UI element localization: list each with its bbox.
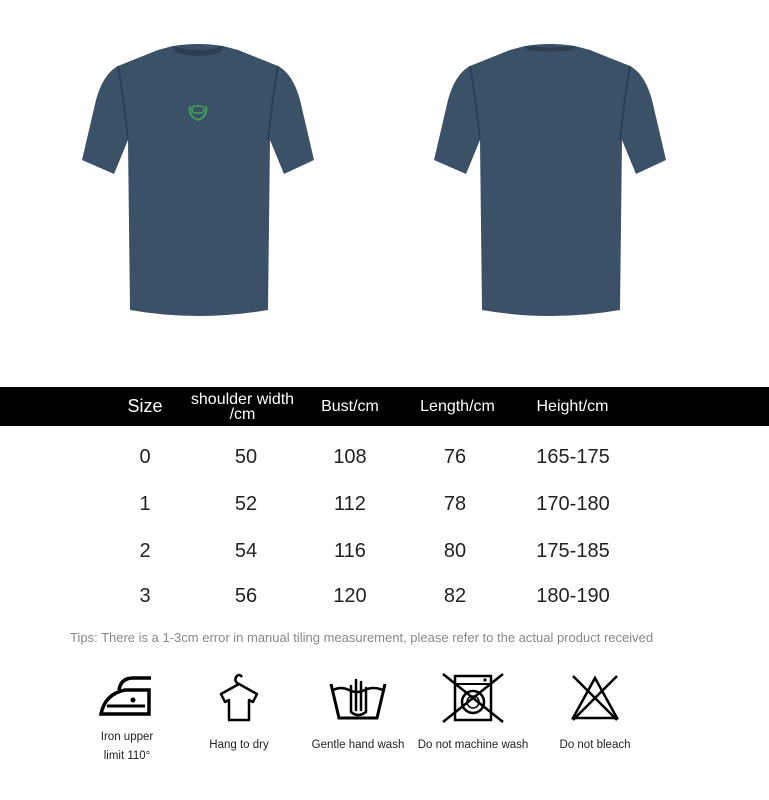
cell-size: 3 xyxy=(139,584,151,607)
care-item-hand-wash xyxy=(293,672,423,755)
hand-wash-icon xyxy=(329,672,387,724)
measurement-tip: Tips: There is a 1-3cm error in manual tiling measurement, please refer to the actual product received xyxy=(70,630,654,645)
t-shirt-back-image xyxy=(430,40,670,325)
cell-shoulder: 56 xyxy=(234,584,258,607)
hanger-shirt-icon xyxy=(217,672,261,724)
no-machine-wash-icon xyxy=(441,672,505,724)
no-bleach-icon xyxy=(567,672,623,724)
table-row xyxy=(0,489,769,519)
cell-height: 165-175 xyxy=(536,445,610,468)
cell-length: 80 xyxy=(443,539,467,562)
header-height: Height/cm xyxy=(536,398,609,415)
product-images xyxy=(0,0,769,360)
cell-length: 76 xyxy=(443,445,467,468)
table-row xyxy=(0,536,769,566)
cell-length: 78 xyxy=(443,492,467,515)
header-bust: Bust/cm xyxy=(321,398,379,415)
care-item-no-bleach xyxy=(530,672,660,755)
cell-height: 180-190 xyxy=(536,584,610,607)
cell-bust: 116 xyxy=(334,539,366,562)
care-label-line2: limit 110° xyxy=(103,750,151,762)
cell-size: 2 xyxy=(139,539,151,562)
care-label-line1: Hang to dry xyxy=(209,739,269,751)
cell-shoulder: 50 xyxy=(234,445,258,468)
cell-bust: 108 xyxy=(333,445,367,468)
header-shoulder-width: shoulder width /cm xyxy=(190,390,295,423)
care-item-no-machine-wash xyxy=(408,672,538,755)
size-table-header xyxy=(0,387,769,426)
cell-bust: 120 xyxy=(333,584,367,607)
cell-size: 0 xyxy=(139,445,151,468)
care-item-hang-dry xyxy=(174,672,304,755)
t-shirt-front-image xyxy=(78,40,318,325)
table-row xyxy=(0,442,769,472)
care-label-line1: Do not bleach xyxy=(559,739,631,751)
table-row xyxy=(0,581,769,611)
cell-shoulder: 52 xyxy=(234,492,258,515)
care-item-iron xyxy=(62,672,192,766)
cell-length: 82 xyxy=(443,584,467,607)
header-length: Length/cm xyxy=(420,398,495,415)
cell-height: 170-180 xyxy=(536,492,610,515)
iron-icon xyxy=(97,672,157,720)
cell-shoulder: 54 xyxy=(234,539,258,562)
cell-height: 175-185 xyxy=(536,539,610,562)
care-label-line1: Iron upper xyxy=(100,731,154,743)
cell-bust: 112 xyxy=(334,492,366,515)
care-label-line1: Do not machine wash xyxy=(417,739,529,751)
cell-size: 1 xyxy=(139,492,151,515)
care-label-line1: Gentle hand wash xyxy=(311,739,405,751)
header-size: Size xyxy=(127,396,163,416)
